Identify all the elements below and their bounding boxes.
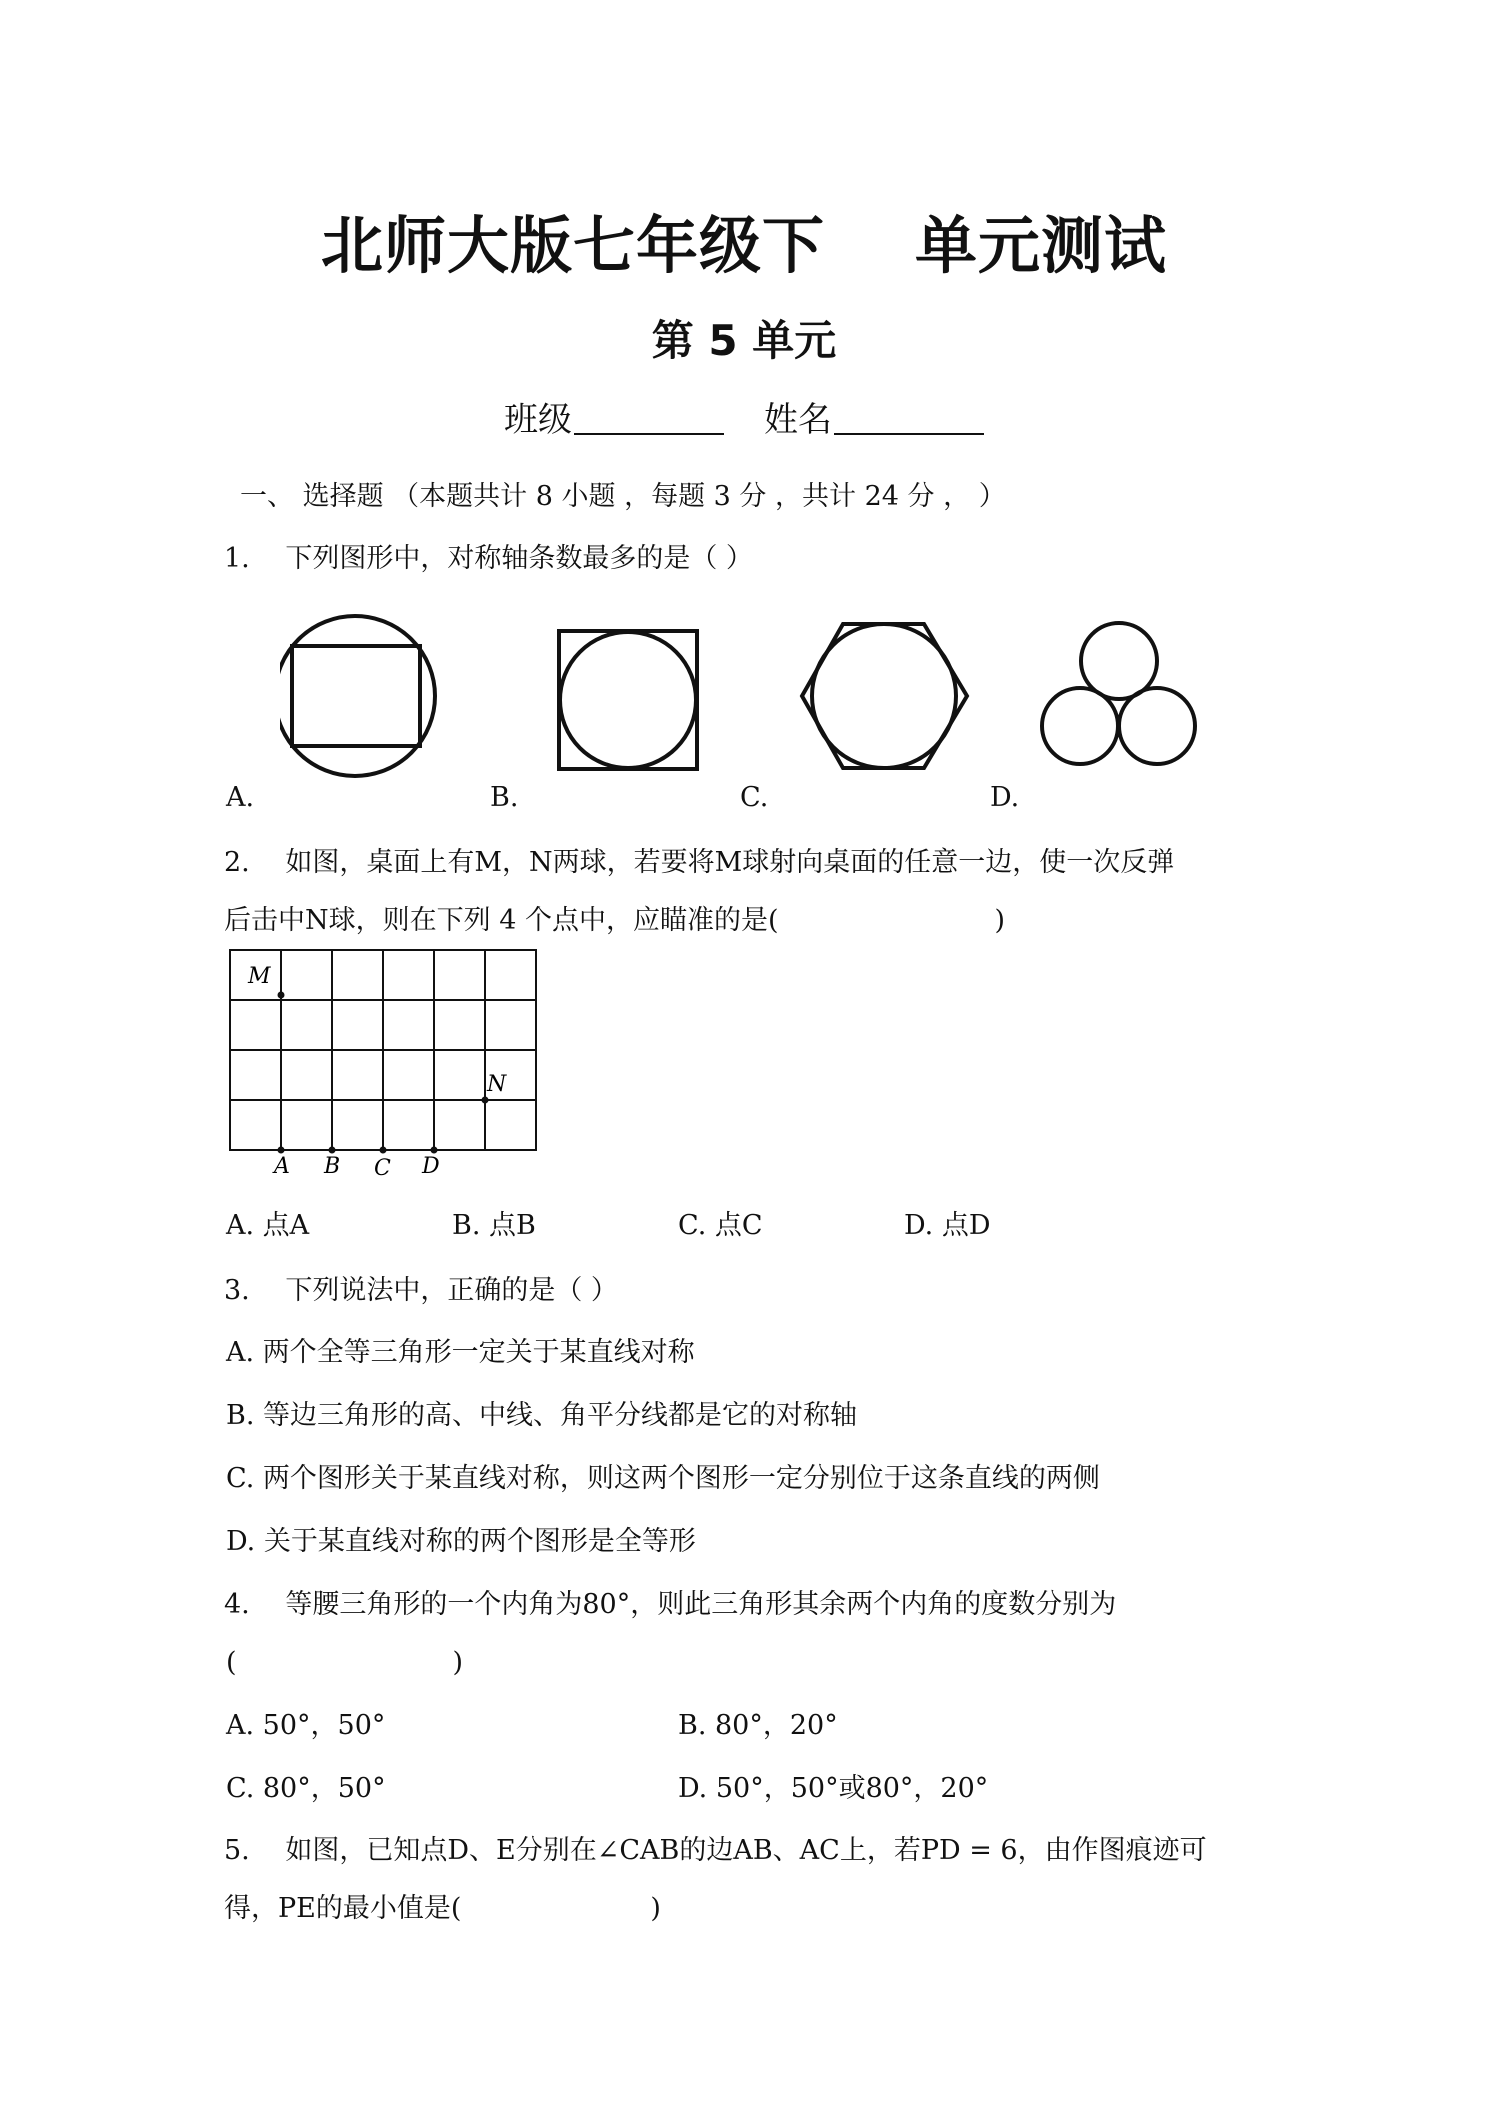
figure-three-circles [1042, 623, 1195, 764]
q3-option-a[interactable]: A. 两个全等三角形一定关于某直线对称 [226, 1337, 695, 1368]
q1-figures [280, 608, 1220, 788]
label-c: C [374, 1156, 391, 1181]
q2-line1: 2. 如图，桌面上有M，N两球，若要将M球射向桌面的任意一边，使一次反弹 [224, 847, 1175, 878]
unit-subtitle: 第 5 单元 [651, 316, 837, 365]
q2-option-d[interactable]: D. 点D [904, 1210, 991, 1241]
q4-option-a[interactable]: A. 50°，50° [226, 1710, 386, 1741]
figure-square-with-circle [559, 631, 697, 769]
point-c [380, 1147, 387, 1154]
name-blank[interactable] [834, 401, 984, 435]
point-a [278, 1147, 285, 1154]
point-d [431, 1147, 438, 1154]
point-n [482, 1097, 489, 1104]
label-b: B [324, 1154, 341, 1179]
q5-line2: 得，PE的最小值是( ) [224, 1893, 661, 1924]
section-heading: 一、 选择题 （本题共计 8 小题 ，每题 3 分 ，共计 24 分 ， ） [240, 481, 1006, 512]
q2-option-c[interactable]: C. 点C [678, 1210, 763, 1241]
label-a: A [274, 1154, 290, 1179]
point-m [278, 992, 285, 999]
q2-grid-figure [220, 945, 550, 1185]
q1-option-c[interactable]: C. [740, 782, 769, 813]
grid-lines [230, 950, 536, 1150]
label-d: D [422, 1154, 440, 1179]
point-b [329, 1147, 336, 1154]
label-n: N [487, 1072, 507, 1097]
page-title [0, 196, 1488, 285]
q4-line2: ( ) [226, 1647, 464, 1678]
student-info-row [0, 392, 1488, 441]
q3-option-b[interactable]: B. 等边三角形的高、中线、角平分线都是它的对称轴 [226, 1400, 858, 1431]
figure-circle-with-rectangle [280, 616, 435, 776]
q1-option-b[interactable]: B. [490, 782, 519, 813]
q1-stem: 1. 下列图形中，对称轴条数最多的是（ ） [224, 543, 753, 574]
q2-line2: 后击中N球，则在下列 4 个点中，应瞄准的是( ) [224, 905, 1006, 936]
q4-line1: 4. 等腰三角形的一个内角为80°，则此三角形其余两个内角的度数分别为 [224, 1589, 1117, 1620]
name-label: 姓名 [764, 400, 832, 440]
class-blank[interactable] [574, 401, 724, 435]
title-part1: 北师大版七年级下 [320, 209, 825, 282]
q3-option-d[interactable]: D. 关于某直线对称的两个图形是全等形 [226, 1526, 696, 1557]
q3-option-c[interactable]: C. 两个图形关于某直线对称，则这两个图形一定分别位于这条直线的两侧 [226, 1463, 1100, 1494]
figure-hexagon-with-circle [802, 624, 967, 768]
q5-line1: 5. 如图，已知点D、E分别在∠CAB的边AB、AC上，若PD = 6，由作图痕迹可 [224, 1835, 1207, 1866]
q1-option-d[interactable]: D. [990, 782, 1020, 813]
q2-option-b[interactable]: B. 点B [452, 1210, 536, 1241]
q4-option-b[interactable]: B. 80°，20° [678, 1710, 838, 1741]
q3-stem: 3. 下列说法中，正确的是（ ） [224, 1275, 618, 1306]
class-label: 班级 [504, 400, 572, 440]
q2-option-a[interactable]: A. 点A [226, 1210, 310, 1241]
label-m: M [248, 964, 271, 989]
q4-option-d[interactable]: D. 50°，50°或80°，20° [678, 1773, 989, 1804]
title-part2: 单元测试 [915, 209, 1168, 282]
q4-option-c[interactable]: C. 80°，50° [226, 1773, 386, 1804]
q1-option-a[interactable]: A. [226, 782, 255, 813]
